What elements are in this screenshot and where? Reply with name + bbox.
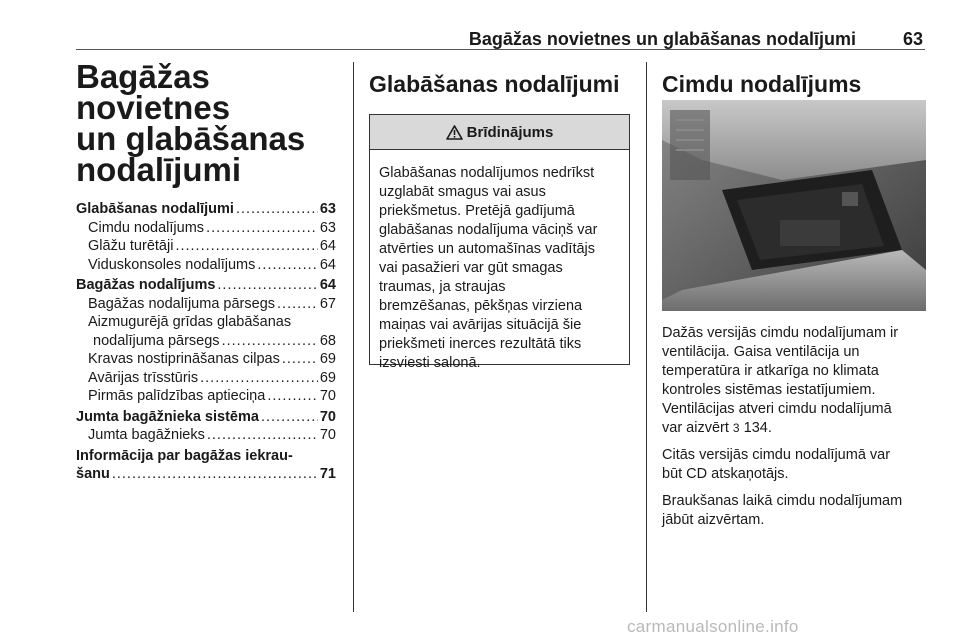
toc-entry-text: nodalījuma pārsegs	[93, 332, 220, 349]
chapter-title-line: un glabāšanas	[76, 120, 306, 157]
toc-entry-text: Viduskonsoles nodalījums	[88, 256, 256, 273]
warning-text-line: maiņas vai avārijas situācijā šie	[379, 317, 582, 333]
section-title-storage: Glabāšanas nodalījumi	[369, 71, 620, 97]
warning-header	[370, 115, 629, 150]
column-divider-right	[646, 62, 647, 612]
toc-entry[interactable]	[76, 426, 336, 445]
chapter-title-line: Bagāžas novietnes	[76, 58, 231, 126]
text-line: ventilācija. Gaisa ventilācija un	[662, 344, 860, 360]
text-line: Ventilācijas atveri cimdu nodalījumā	[662, 401, 892, 417]
text-line: Citās versijās cimdu nodalījumā var	[662, 447, 891, 463]
toc-entry[interactable]	[76, 295, 336, 314]
toc-entry[interactable]	[76, 465, 336, 484]
toc-entry-text: Pirmās palīdzības aptieciņa	[88, 388, 266, 404]
toc-entry[interactable]	[76, 408, 336, 427]
glove-box-text	[662, 324, 928, 538]
toc-entry-text: Jumta bagāžnieks	[88, 427, 205, 443]
toc-entry[interactable]	[76, 219, 336, 238]
warning-triangle-icon	[446, 125, 463, 140]
warning-label: Brīdinājums	[466, 123, 554, 141]
toc-entry-text-line1[interactable]: Informācija par bagāžas iekrau-	[76, 447, 293, 464]
toc-entry-text-line1[interactable]: Aizmugurējā grīdas glabāšanas	[88, 314, 292, 330]
toc-entry-text: Bagāžas nodalījuma pārsegs	[88, 295, 276, 312]
running-header-title: Bagāžas novietnes un glabāšanas nodalījumi	[468, 29, 856, 49]
warning-text-line: glabāšanas nodalījuma vāciņš var	[379, 222, 598, 238]
toc-entry-text: Glabāšanas nodalījumi	[76, 201, 234, 217]
warning-text-line: Glabāšanas nodalījumos nedrīkst	[379, 165, 595, 181]
paragraph-ventilation	[662, 324, 928, 438]
toc-entry-page: 69	[319, 351, 336, 367]
page-reference-arrow-icon: 3	[732, 421, 740, 435]
text-line: Dažās versijās cimdu nodalījumam ir	[662, 325, 899, 341]
text-line: jābūt aizvērtam.	[662, 512, 765, 528]
text-line: būt CD atskaņotājs.	[662, 466, 789, 482]
chapter-title	[76, 58, 346, 188]
toc-entry-text: Avārijas trīsstūris	[88, 369, 199, 386]
toc-entry[interactable]	[76, 200, 336, 219]
toc-entry-text: Jumta bagāžnieka sistēma	[76, 408, 259, 425]
warning-text	[370, 150, 629, 373]
toc-entry[interactable]	[76, 350, 336, 369]
glove-compartment-illustration	[662, 100, 926, 311]
warning-text-line: izsviesti salonā.	[379, 355, 481, 371]
toc-entry[interactable]	[76, 387, 336, 406]
section-title-glove-box: Cimdu nodalījums	[662, 71, 862, 97]
toc-entry-page: 70	[319, 427, 336, 443]
text-line: var aizvērt	[662, 420, 729, 436]
warning-text-line: uzglabāt smagus vai asus	[379, 184, 546, 200]
toc-entry[interactable]	[76, 237, 336, 256]
warning-text-line: priekšmeti inerces rezultātā tiks	[379, 336, 582, 352]
warning-text-line: priekšmetus. Pretējā gadījumā	[379, 203, 575, 219]
warning-text-line: bremzēšanas, pēkšņas virziena	[379, 298, 583, 314]
warning-text-line: traumas, ja straujas	[379, 279, 506, 295]
toc-entry-page: 64	[319, 256, 336, 273]
toc-entry-text: Cimdu nodalījums	[88, 219, 205, 236]
page-number: 63	[903, 29, 924, 49]
page-reference-link[interactable]: 134.	[743, 420, 772, 436]
warning-box	[369, 114, 630, 371]
table-of-contents	[76, 200, 336, 484]
toc-entry-page: 71	[319, 466, 336, 482]
toc-entry-page: 64	[319, 238, 336, 254]
toc-entry-page: 70	[319, 408, 336, 425]
toc-entry[interactable]	[76, 369, 336, 388]
toc-entry[interactable]	[76, 276, 336, 295]
toc-entry-page: 70	[319, 388, 336, 404]
text-line: Braukšanas laikā cimdu nodalījumam	[662, 493, 903, 509]
toc-entry-text: Bagāžas nodalījums	[76, 277, 216, 293]
toc-entry[interactable]	[76, 256, 336, 275]
toc-entry-text: šanu	[76, 466, 110, 482]
toc-entry-text: Glāžu turētāji	[88, 238, 174, 254]
column-divider-left	[353, 62, 354, 612]
toc-entry-page: 63	[319, 219, 336, 236]
paragraph-driving-closed	[662, 492, 928, 530]
warning-text-line: atvērties un automašīnas vadītājs	[379, 241, 596, 257]
watermark: carmanualsonline.info	[627, 617, 799, 636]
toc-entry-page: 69	[319, 369, 336, 386]
toc-entry-page: 64	[319, 277, 336, 293]
toc-entry-page: 67	[319, 295, 336, 312]
toc-entry-page: 68	[319, 332, 336, 349]
glove-compartment-photo	[662, 100, 926, 311]
toc-entry-text: Kravas nostiprināšanas cilpas	[88, 351, 280, 367]
chapter-title-line: nodalījumi	[76, 151, 241, 188]
text-line: kontroles sistēmas iestatījumiem.	[662, 382, 876, 398]
paragraph-cd-player	[662, 446, 928, 484]
text-line: temperatūra ir atkarīga no klimata	[662, 363, 879, 379]
toc-entry[interactable]	[76, 332, 336, 351]
toc-entry-page: 63	[319, 201, 336, 217]
header-rule	[76, 49, 925, 50]
warning-text-line: vai pasažieri var gūt smagas	[379, 260, 563, 276]
